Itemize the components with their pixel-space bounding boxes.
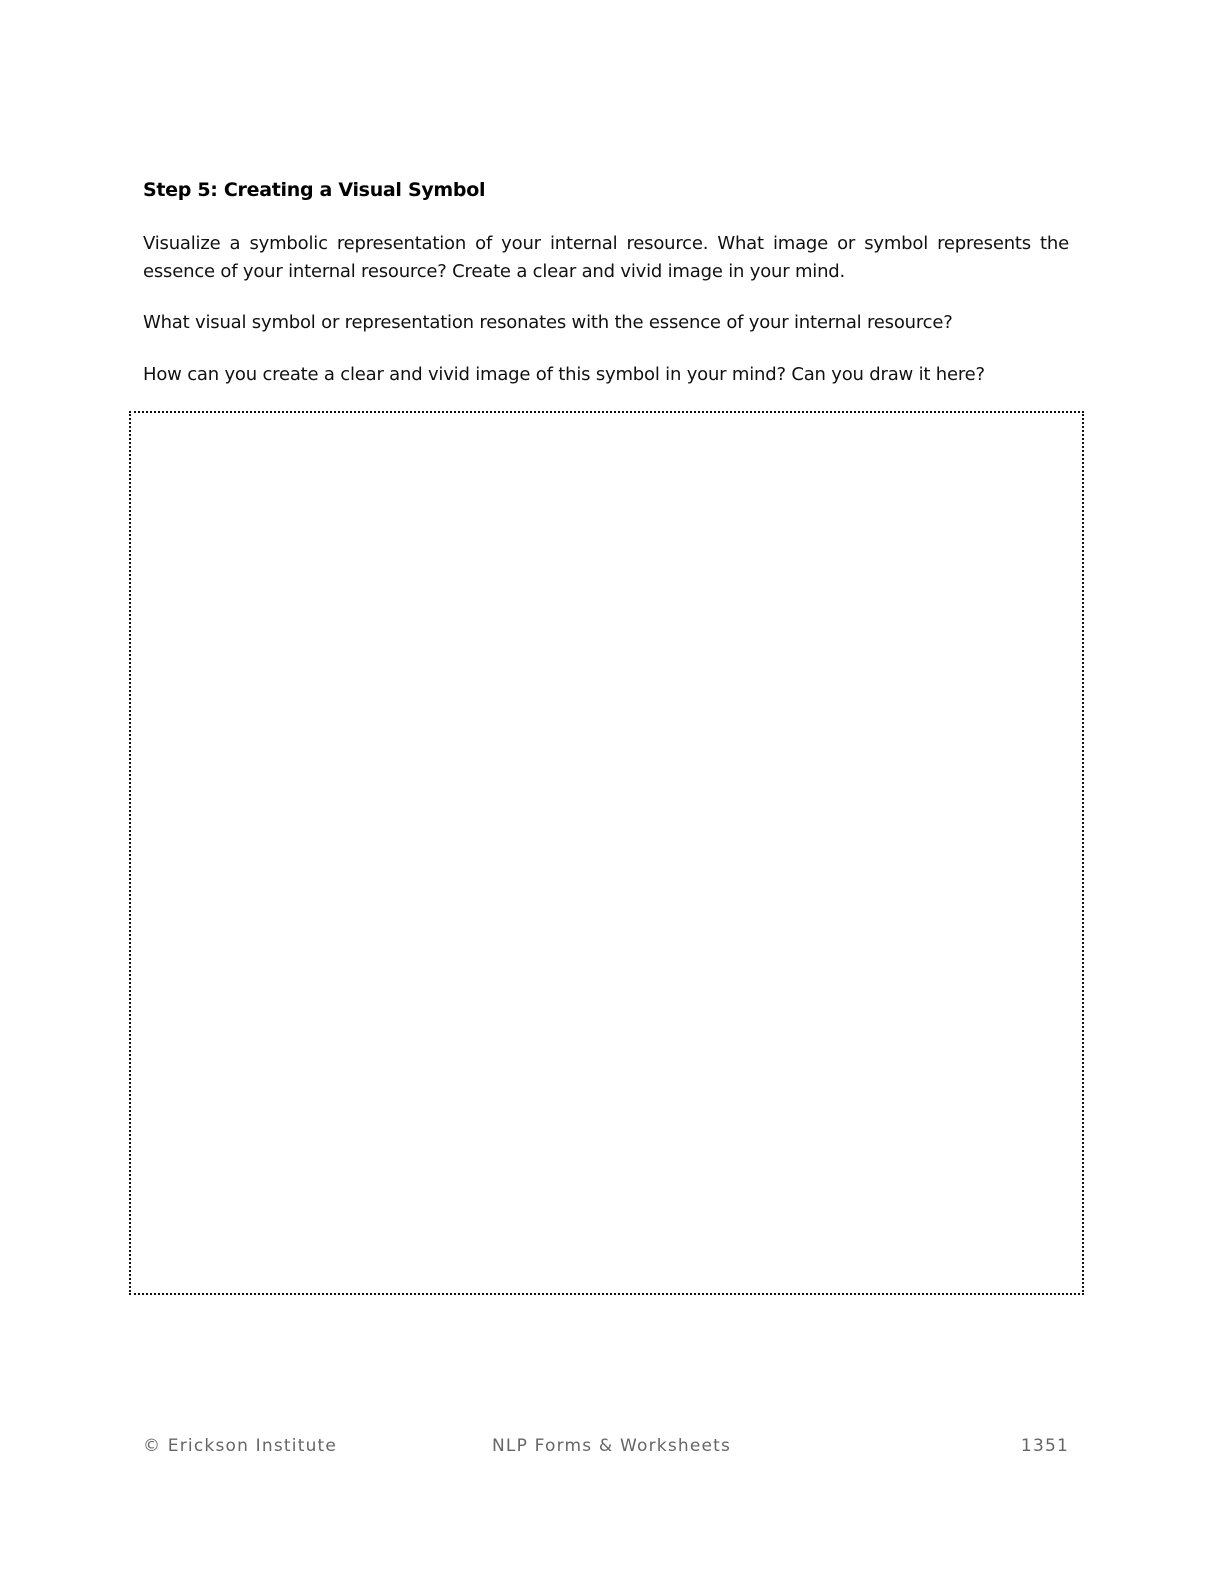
section-heading: Step 5: Creating a Visual Symbol [143, 179, 486, 201]
intro-paragraph: Visualize a symbolic representation of your internal resource. What image or symbol represents the essence of your internal resource? Create a clear and vivid image in your mind. [143, 233, 1069, 282]
question-1: What visual symbol or representation resonates with the essence of your internal resource? [143, 312, 953, 333]
footer-title: NLP Forms & Worksheets [492, 1436, 732, 1456]
drawing-area[interactable] [129, 411, 1084, 1295]
footer-copyright: © Erickson Institute [143, 1436, 338, 1456]
page-number: 1351 [1020, 1436, 1069, 1456]
question-2: How can you create a clear and vivid image of this symbol in your mind? Can you draw it here? [143, 364, 985, 385]
